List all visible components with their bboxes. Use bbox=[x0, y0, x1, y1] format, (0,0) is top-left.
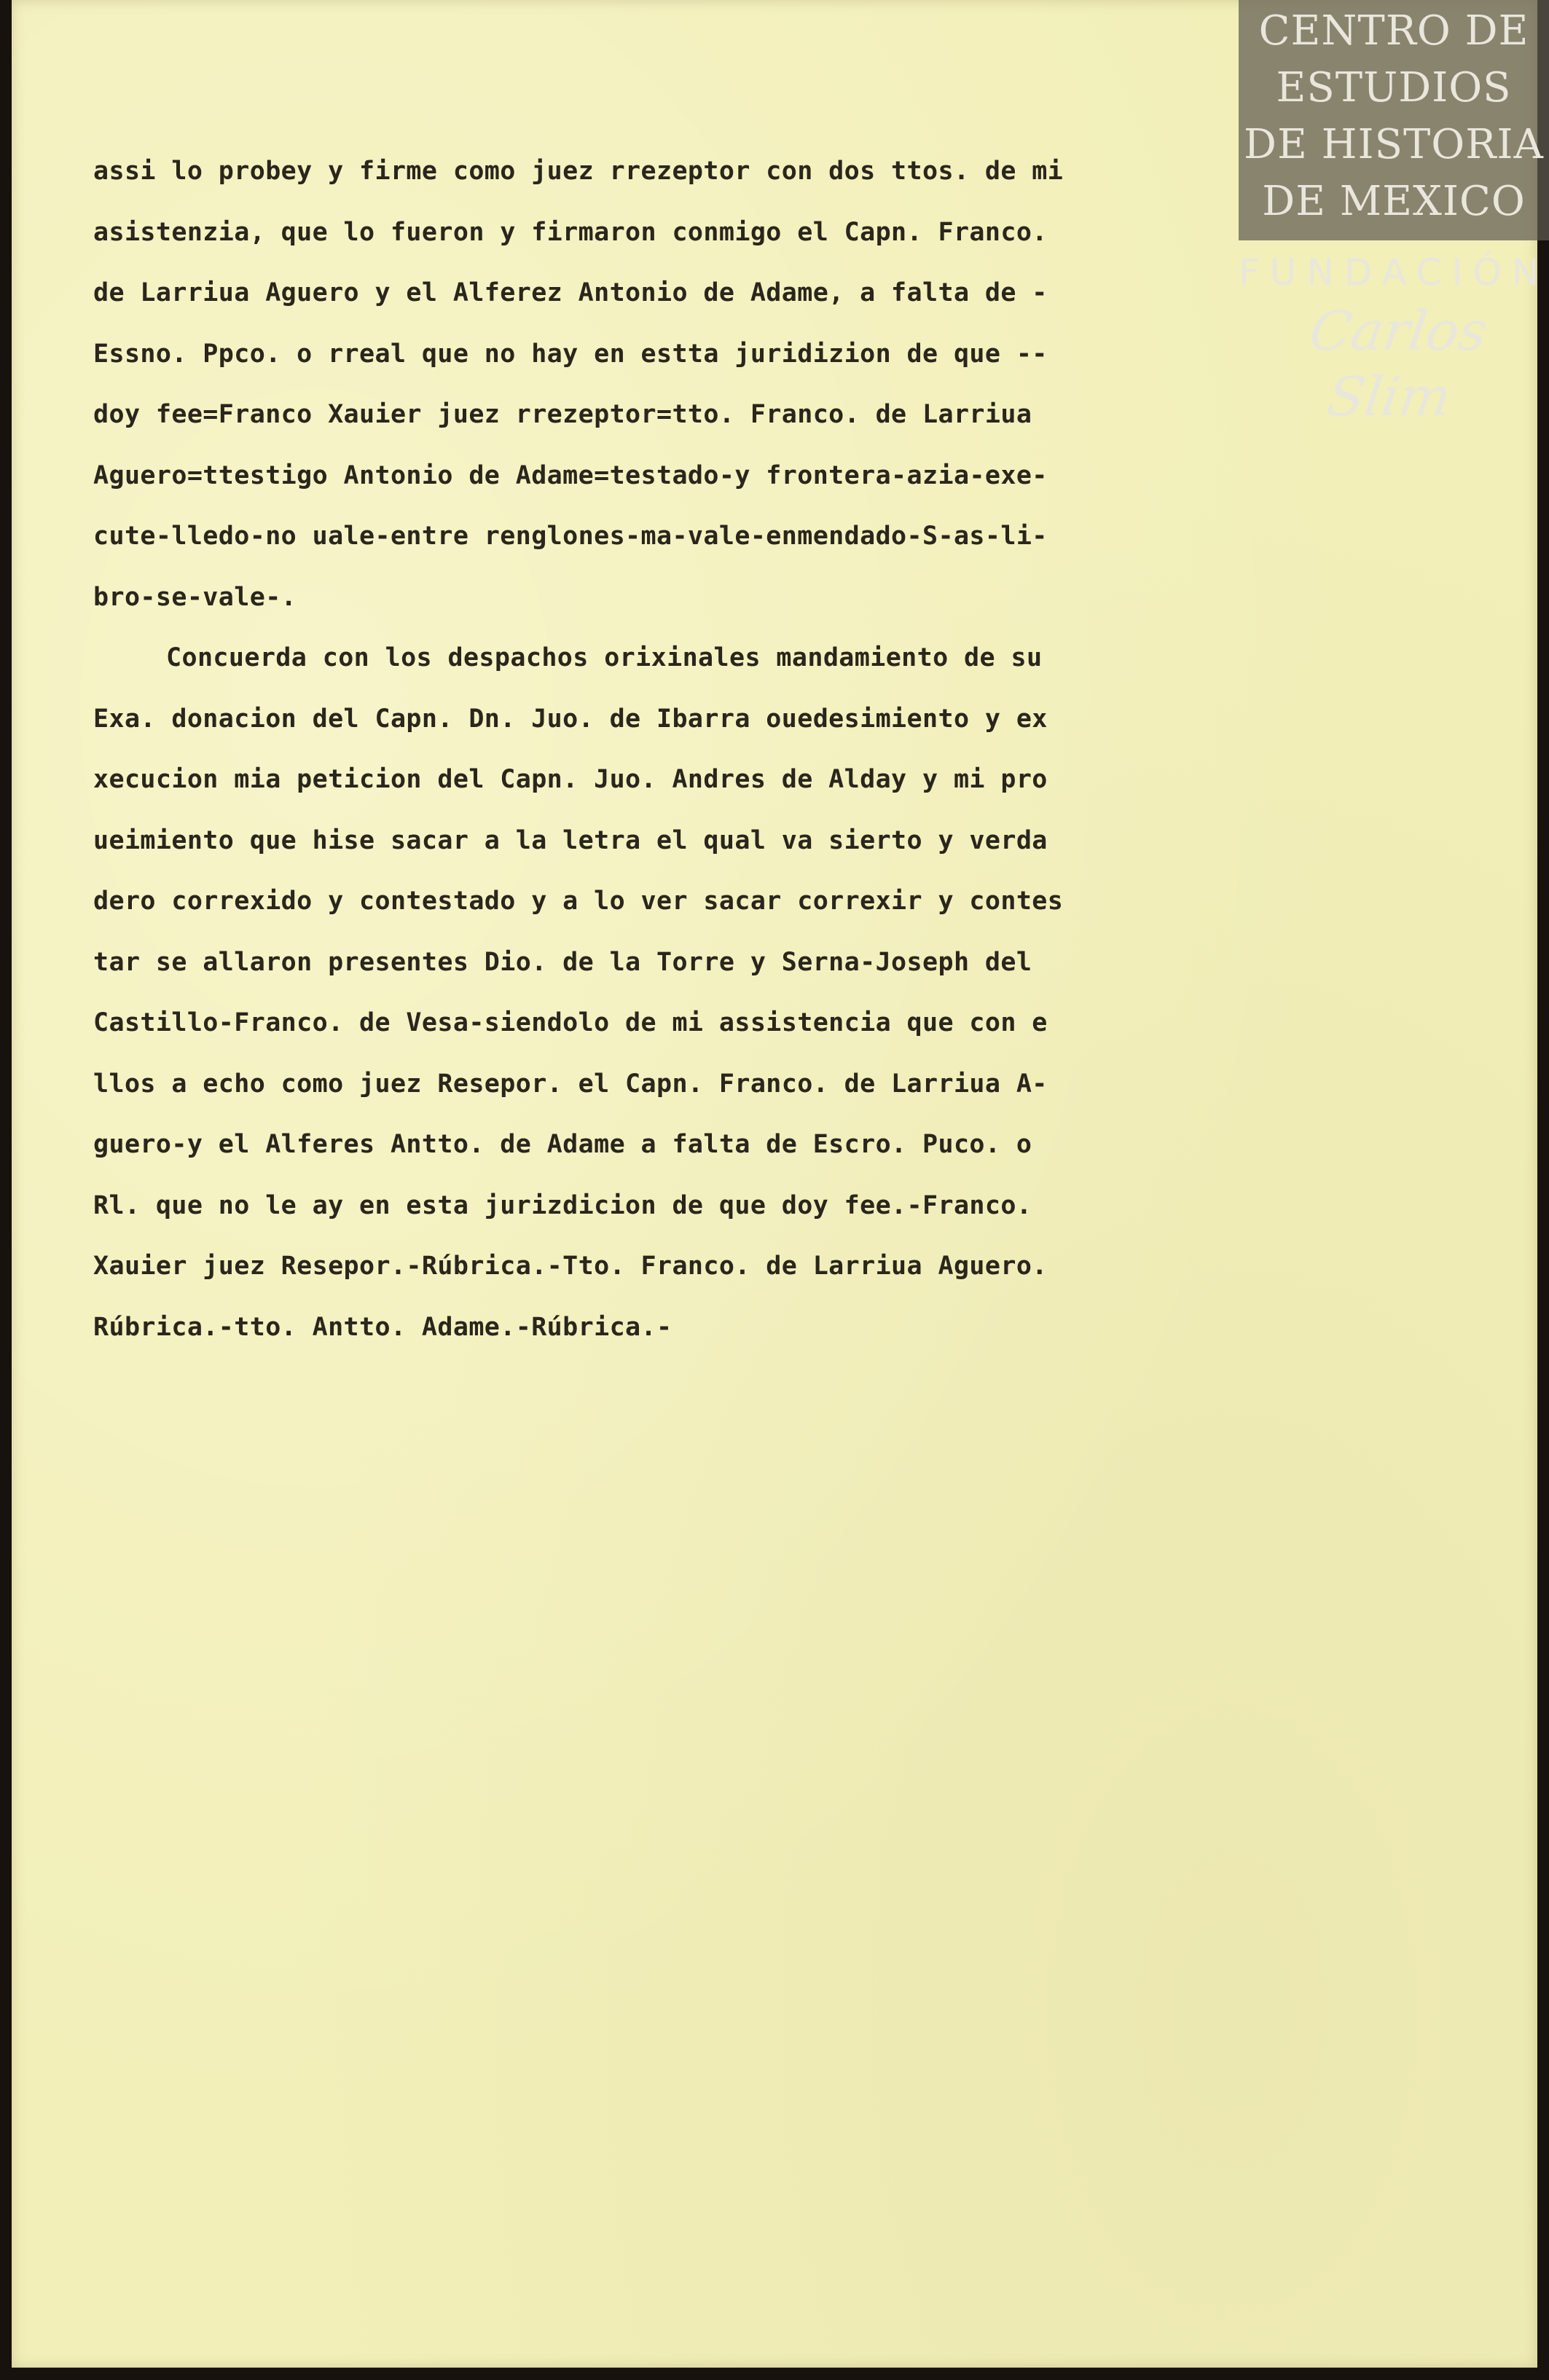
text-line-8: bro-se-vale-. bbox=[93, 582, 297, 612]
watermark-signature: Carlos Slim bbox=[1306, 300, 1491, 428]
watermark-foundation: FUNDACIÓN bbox=[1239, 251, 1549, 294]
text-line-1: assi lo probey y firme como juez rrezeptor con dos ttos. de mi bbox=[93, 157, 1064, 186]
text-line-3: de Larriua Aguero y el Alferez Antonio de Adame, a falta de - bbox=[93, 278, 1048, 307]
watermark-line-1: CENTRO DE bbox=[1258, 7, 1529, 55]
watermark-line-2: ESTUDIOS bbox=[1276, 64, 1512, 111]
text-line-13: dero correxido y contestado y a lo ver sacar correxir y contes bbox=[93, 887, 1064, 916]
text-line-11: xecucion mia peticion del Capn. Juo. Andres de Alday y mi pro bbox=[93, 765, 1048, 794]
text-line-20: Rúbrica.-tto. Antto. Adame.-Rúbrica.- bbox=[93, 1312, 672, 1342]
text-line-14: tar se allaron presentes Dio. de la Torre y Serna-Joseph del bbox=[93, 947, 1032, 977]
text-line-16: llos a echo como juez Resepor. el Capn. Franco. de Larriua A- bbox=[93, 1069, 1048, 1099]
watermark-line-4: DE MEXICO bbox=[1262, 178, 1526, 225]
text-line-17: guero-y el Alferes Antto. de Adame a falta de Escro. Puco. o bbox=[93, 1130, 1032, 1159]
typewritten-text bbox=[93, 141, 1244, 1358]
text-line-10: Exa. donacion del Capn. Dn. Juo. de Ibarra ouedesimiento y ex bbox=[93, 704, 1048, 734]
text-line-19: Xauier juez Resepor.-Rúbrica.-Tto. Franco. de Larriua Aguero. bbox=[93, 1252, 1048, 1281]
text-line-9: Concuerda con los despachos orixinales mandamiento de su bbox=[166, 643, 1043, 672]
text-line-2: asistenzia, que lo fueron y firmaron conmigo el Capn. Franco. bbox=[93, 217, 1048, 247]
archive-watermark bbox=[1239, 0, 1549, 428]
text-line-4: Essno. Ppco. o rreal que no hay en estta juridizion de que -- bbox=[93, 339, 1048, 369]
text-line-6: Aguero=ttestigo Antonio de Adame=testado-y frontera-azia-exe- bbox=[93, 460, 1048, 490]
text-line-18: Rl. que no le ay en esta jurizdicion de que doy fee.-Franco. bbox=[93, 1190, 1032, 1220]
text-line-7: cute-lledo-no uale-entre renglones-ma-vale-enmendado-S-as-li- bbox=[93, 522, 1048, 551]
watermark-line-3: DE HISTORIA bbox=[1244, 121, 1544, 168]
text-line-5: doy fee=Franco Xauier juez rrezeptor=tto. Franco. de Larriua bbox=[93, 400, 1032, 429]
text-line-12: ueimiento que hise sacar a la letra el qual va sierto y verda bbox=[93, 825, 1048, 855]
text-line-15: Castillo-Franco. de Vesa-siendolo de mi assistencia que con e bbox=[93, 1008, 1048, 1037]
